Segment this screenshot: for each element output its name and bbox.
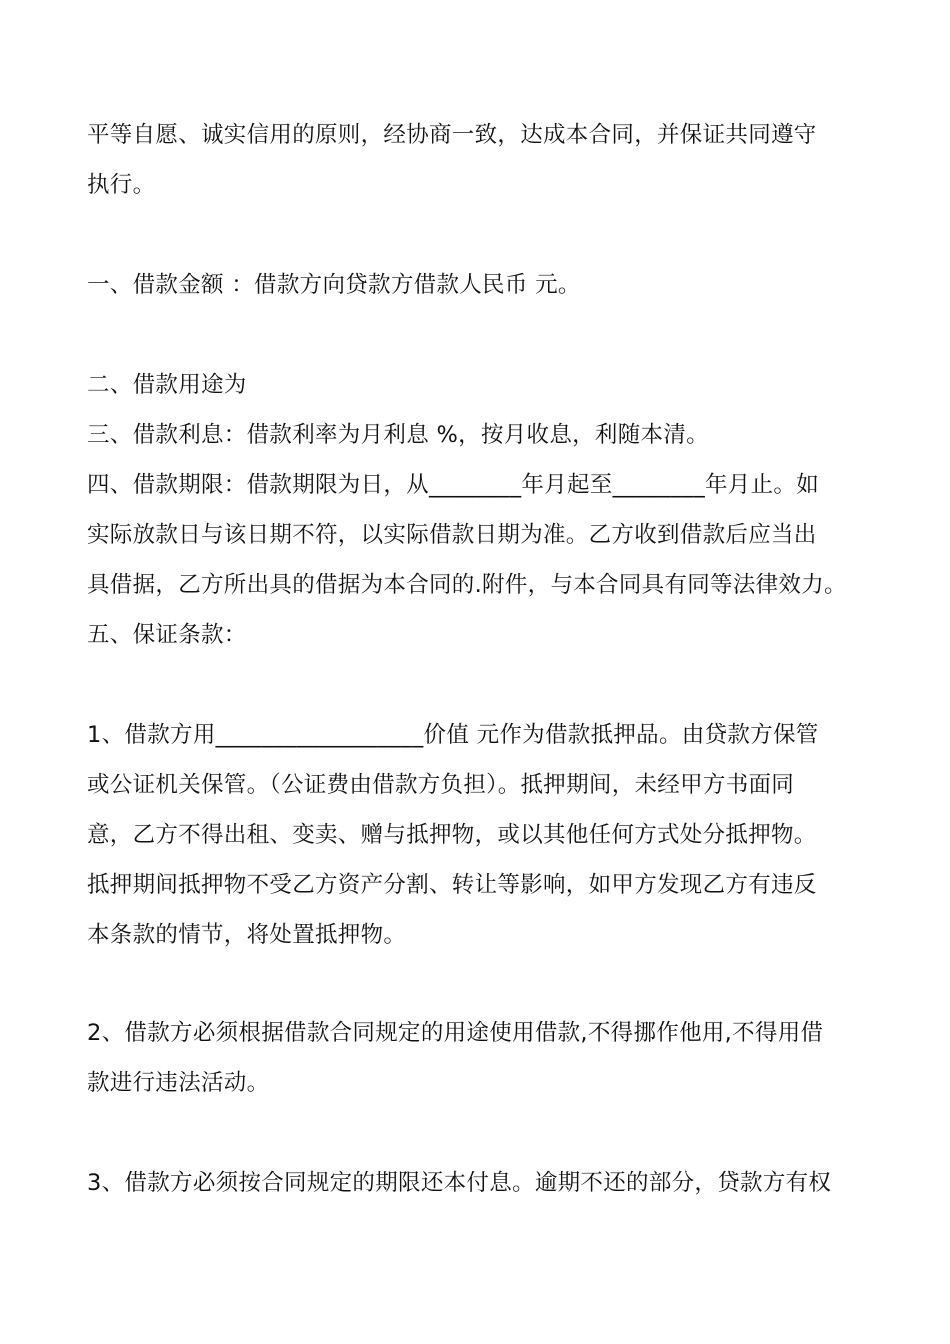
- clause-amount: 一、借款金额 ：借款方向贷款方借款人民币 元。: [87, 272, 581, 298]
- paragraph-line: 款进行违法活动。: [87, 1070, 270, 1096]
- paragraph-line: 本条款的情节，将处置抵押物。: [87, 922, 407, 948]
- paragraph-line: 平等自愿、诚实信用的原则，经协商一致，达成本合同，并保证共同遵守: [87, 122, 817, 148]
- paragraph-line: 具借据，乙方所出具的借据为本合同的.附件，与本合同具有同等法律效力。: [87, 572, 847, 598]
- clause-guarantee-heading: 五、保证条款：: [87, 622, 247, 648]
- paragraph-line: 意，乙方不得出租、变卖、赠与抵押物，或以其他任何方式处分抵押物。: [87, 822, 817, 848]
- clause-term: 四、借款期限：借款期限为日，从________年月起至________年月止。如: [87, 472, 820, 498]
- paragraph-line: 或公证机关保管。（公证费由借款方负担）。抵押期间，未经甲方书面同: [87, 772, 795, 798]
- guarantee-item-2: 2、借款方必须根据借款合同规定的用途使用借款,不得挪作他用,不得用借: [87, 1020, 824, 1046]
- clause-interest: 三、借款利息：借款利率为月利息 %，按月收息，利随本清。: [87, 422, 709, 448]
- guarantee-item-3: 3、借款方必须按合同规定的期限还本付息。逾期不还的部分，贷款方有权: [87, 1170, 832, 1196]
- paragraph-line: 实际放款日与该日期不符，以实际借款日期为准。乙方收到借款后应当出: [87, 522, 817, 548]
- guarantee-item-1: 1、借款方用__________________价值 元作为借款抵押品。由贷款方保管: [87, 722, 819, 748]
- paragraph-line: 执行。: [87, 172, 156, 198]
- clause-purpose: 二、借款用途为: [87, 372, 247, 398]
- paragraph-line: 抵押期间抵押物不受乙方资产分割、转让等影响，如甲方发现乙方有违反: [87, 872, 817, 898]
